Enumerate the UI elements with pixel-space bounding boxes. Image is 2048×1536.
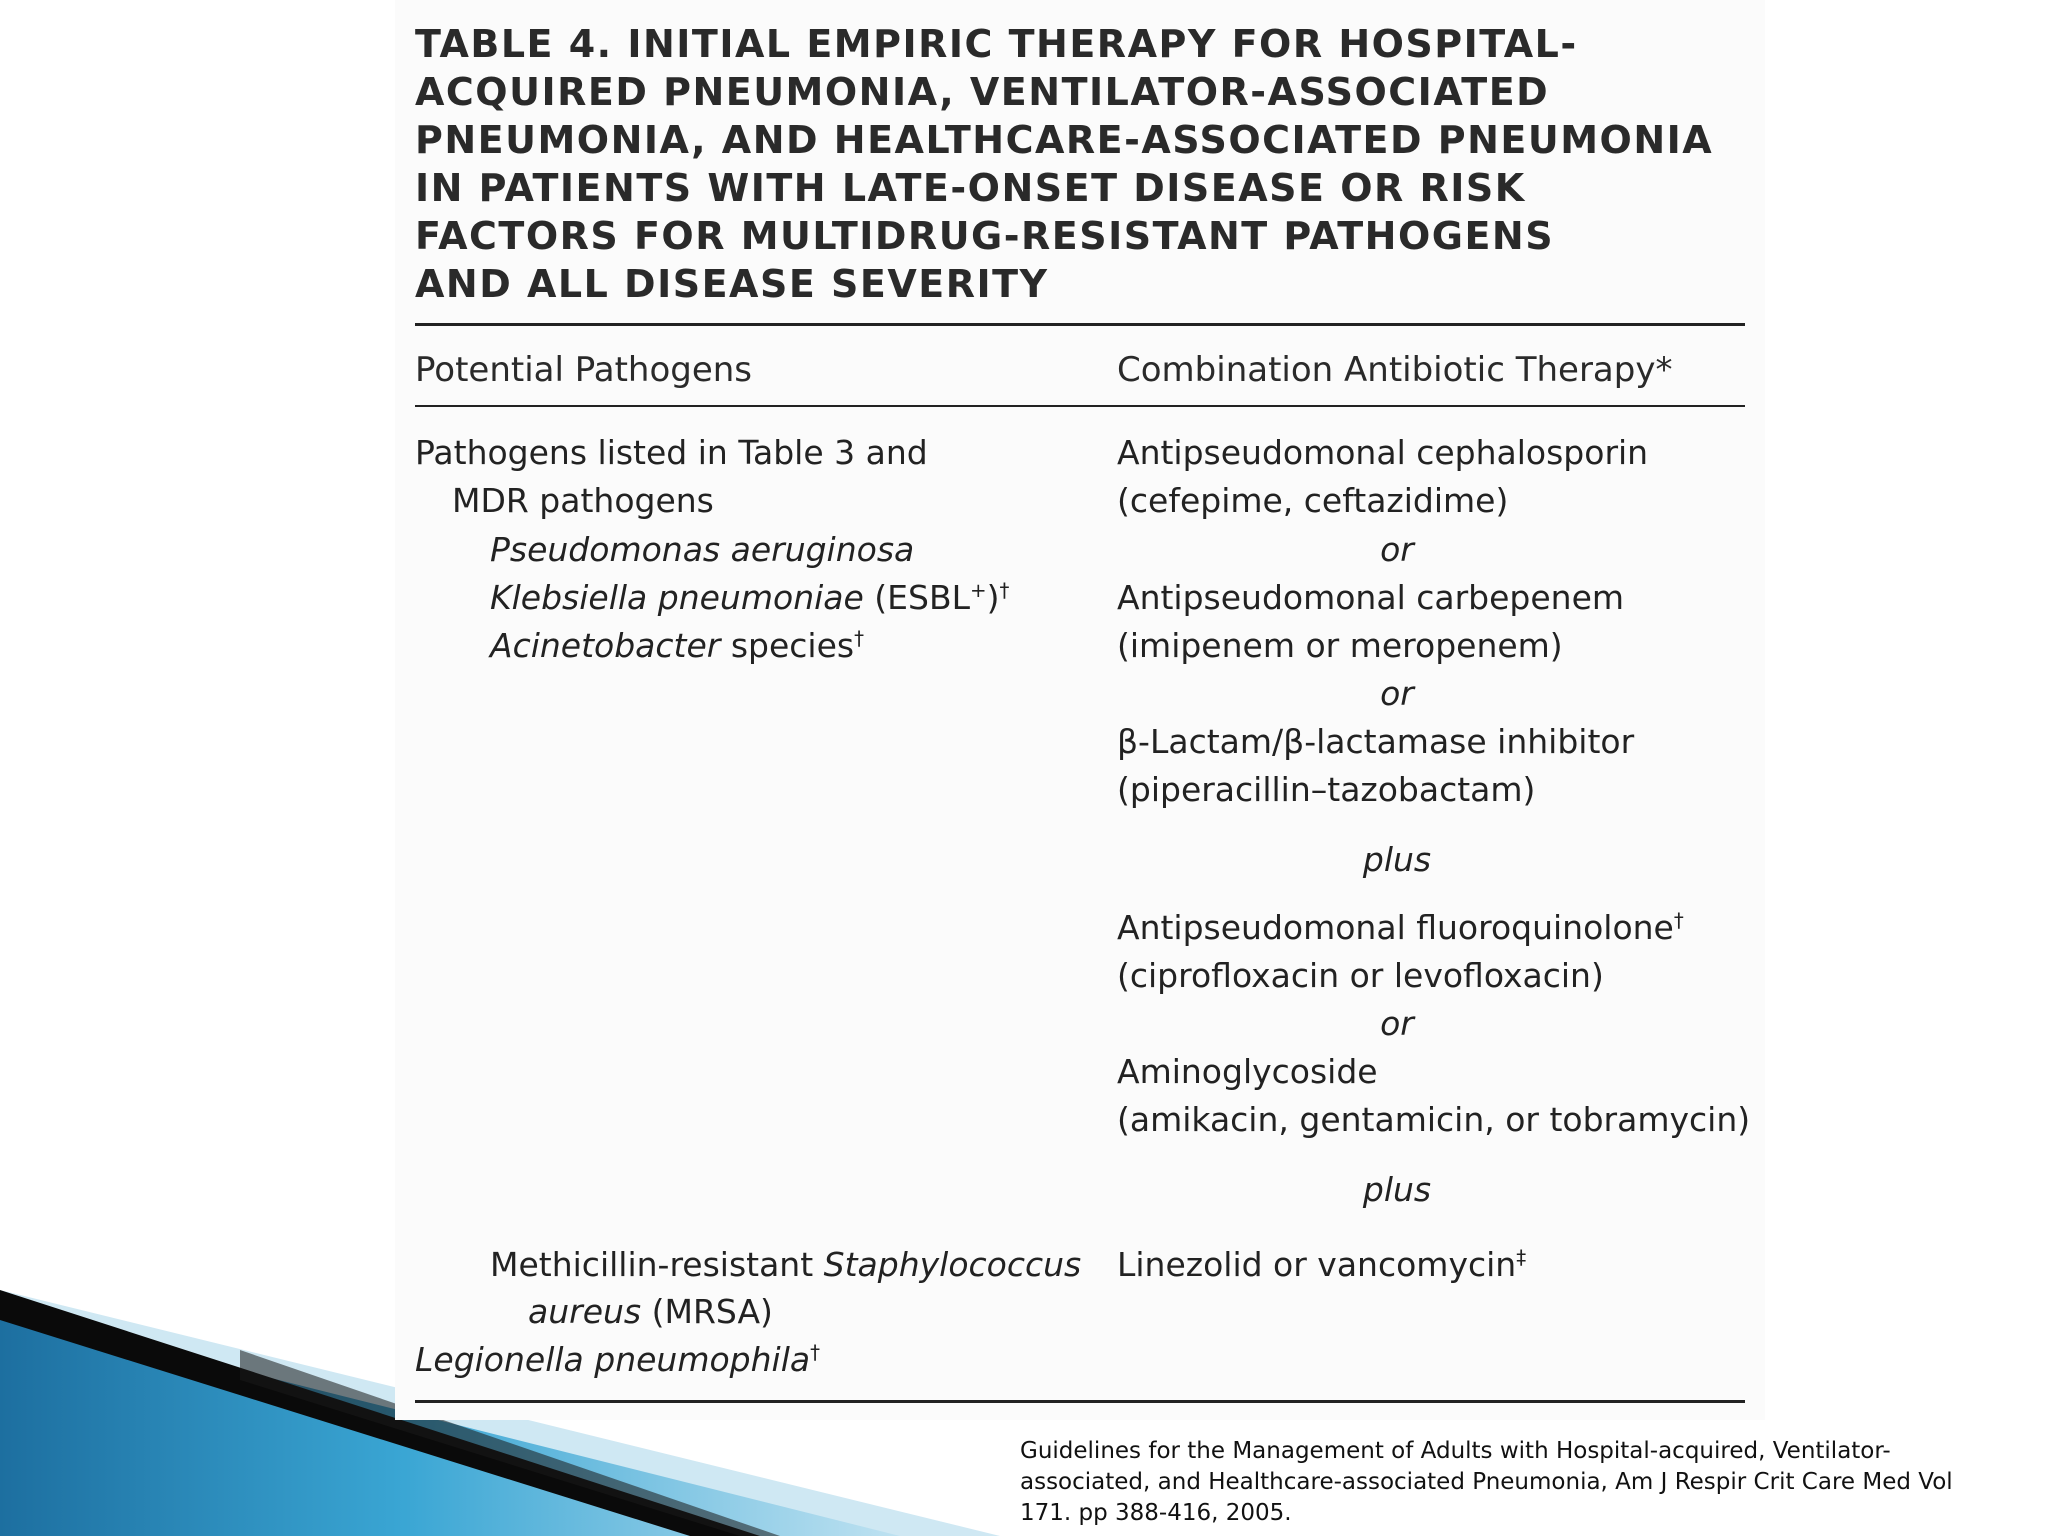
therapy-or: or (1380, 1004, 1414, 1043)
table-bottom-rule (415, 1400, 1745, 1403)
citation-line: Guidelines for the Management of Adults with Hospital-acquired, Ventilator- (1020, 1438, 1891, 1464)
acinetobacter-suffix: species (720, 626, 855, 665)
therapy-fluoroquinolone-examples: (ciprofloxacin or levofloxacin) (1117, 956, 1604, 995)
therapy-beta-lactam-examples: (piperacillin–tazobactam) (1117, 770, 1536, 809)
table-image (395, 0, 1765, 1420)
table-title (415, 20, 1735, 308)
mrsa-species: aureus (528, 1292, 642, 1331)
therapy-beta-lactam: β-Lactam/β-lactamase inhibitor (1117, 722, 1635, 761)
therapy-fluoroquinolone (1117, 908, 1684, 948)
klebsiella-close: ) (986, 578, 1000, 617)
therapy-cephalosporin: Antipseudomonal cephalosporin (1117, 433, 1649, 472)
klebsiella-sup: + (969, 579, 987, 602)
therapy-carbepenem: Antipseudomonal carbepenem (1117, 578, 1625, 617)
therapy-aminoglycoside: Aminoglycoside (1117, 1052, 1378, 1091)
citation-line: 171. pp 388-416, 2005. (1020, 1500, 1292, 1526)
pathogen-group-line: MDR pathogens (452, 481, 714, 520)
klebsiella-suffix: (ESBL (863, 578, 970, 617)
dagger-mark: † (1673, 909, 1684, 932)
therapy-carbepenem-examples: (imipenem or meropenem) (1117, 626, 1563, 665)
title-line: IN PATIENTS WITH LATE-ONSET DISEASE OR RISK (415, 166, 1526, 210)
citation (1020, 1436, 2040, 1529)
column-header-pathogens: Potential Pathogens (415, 350, 753, 390)
mrsa-prefix: Methicillin-resistant (490, 1245, 824, 1284)
citation-line: associated, and Healthcare-associated Pneumonia, Am J Respir Crit Care Med Vol (1020, 1469, 1953, 1495)
mrsa-suffix: (MRSA) (641, 1292, 773, 1331)
mrsa-genus: Staphylococcus (823, 1245, 1082, 1284)
table-header-rule (415, 405, 1745, 407)
pathogen-legionella (415, 1340, 820, 1380)
title-line: FACTORS FOR MULTIDRUG-RESISTANT PATHOGENS (415, 214, 1555, 258)
mrsa-therapy-label: Linezolid or vancomycin (1117, 1245, 1517, 1284)
column-header-therapy: Combination Antibiotic Therapy* (1117, 350, 1673, 390)
therapy-cephalosporin-examples: (cefepime, ceftazidime) (1117, 481, 1509, 520)
therapy-plus: plus (1362, 1170, 1432, 1209)
title-line: ACQUIRED PNEUMONIA, VENTILATOR-ASSOCIATED (415, 70, 1550, 114)
dagger-mark: † (999, 579, 1010, 602)
fluoroquinolone-label: Antipseudomonal fluoroquinolone (1117, 908, 1674, 947)
dagger-mark: † (810, 1341, 820, 1364)
therapy-or: or (1380, 674, 1414, 713)
therapy-mrsa (1117, 1245, 1526, 1285)
pathogen-pseudomonas: Pseudomonas aeruginosa (490, 530, 915, 569)
table-top-rule (415, 323, 1745, 326)
title-line: AND ALL DISEASE SEVERITY (415, 262, 1049, 306)
acinetobacter-name: Acinetobacter (490, 626, 721, 665)
pathogen-mrsa (490, 1245, 1081, 1285)
legionella-name: Legionella pneumophila (415, 1340, 811, 1379)
therapy-plus: plus (1362, 840, 1432, 879)
therapy-or: or (1380, 530, 1414, 569)
pathogen-acinetobacter (490, 626, 864, 666)
pathogen-mrsa-cont (528, 1292, 773, 1332)
pathogen-klebsiella (490, 578, 1009, 618)
double-dagger-mark: ‡ (1516, 1246, 1527, 1269)
pathogen-group-line: Pathogens listed in Table 3 and (415, 433, 928, 472)
klebsiella-name: Klebsiella pneumoniae (490, 578, 864, 617)
title-line: PNEUMONIA, AND HEALTHCARE-ASSOCIATED PNEUMONIA (415, 118, 1714, 162)
title-line: TABLE 4. INITIAL EMPIRIC THERAPY FOR HOSPITAL- (415, 22, 1578, 66)
therapy-aminoglycoside-examples: (amikacin, gentamicin, or tobramycin) (1117, 1100, 1751, 1139)
dagger-mark: † (854, 627, 864, 650)
